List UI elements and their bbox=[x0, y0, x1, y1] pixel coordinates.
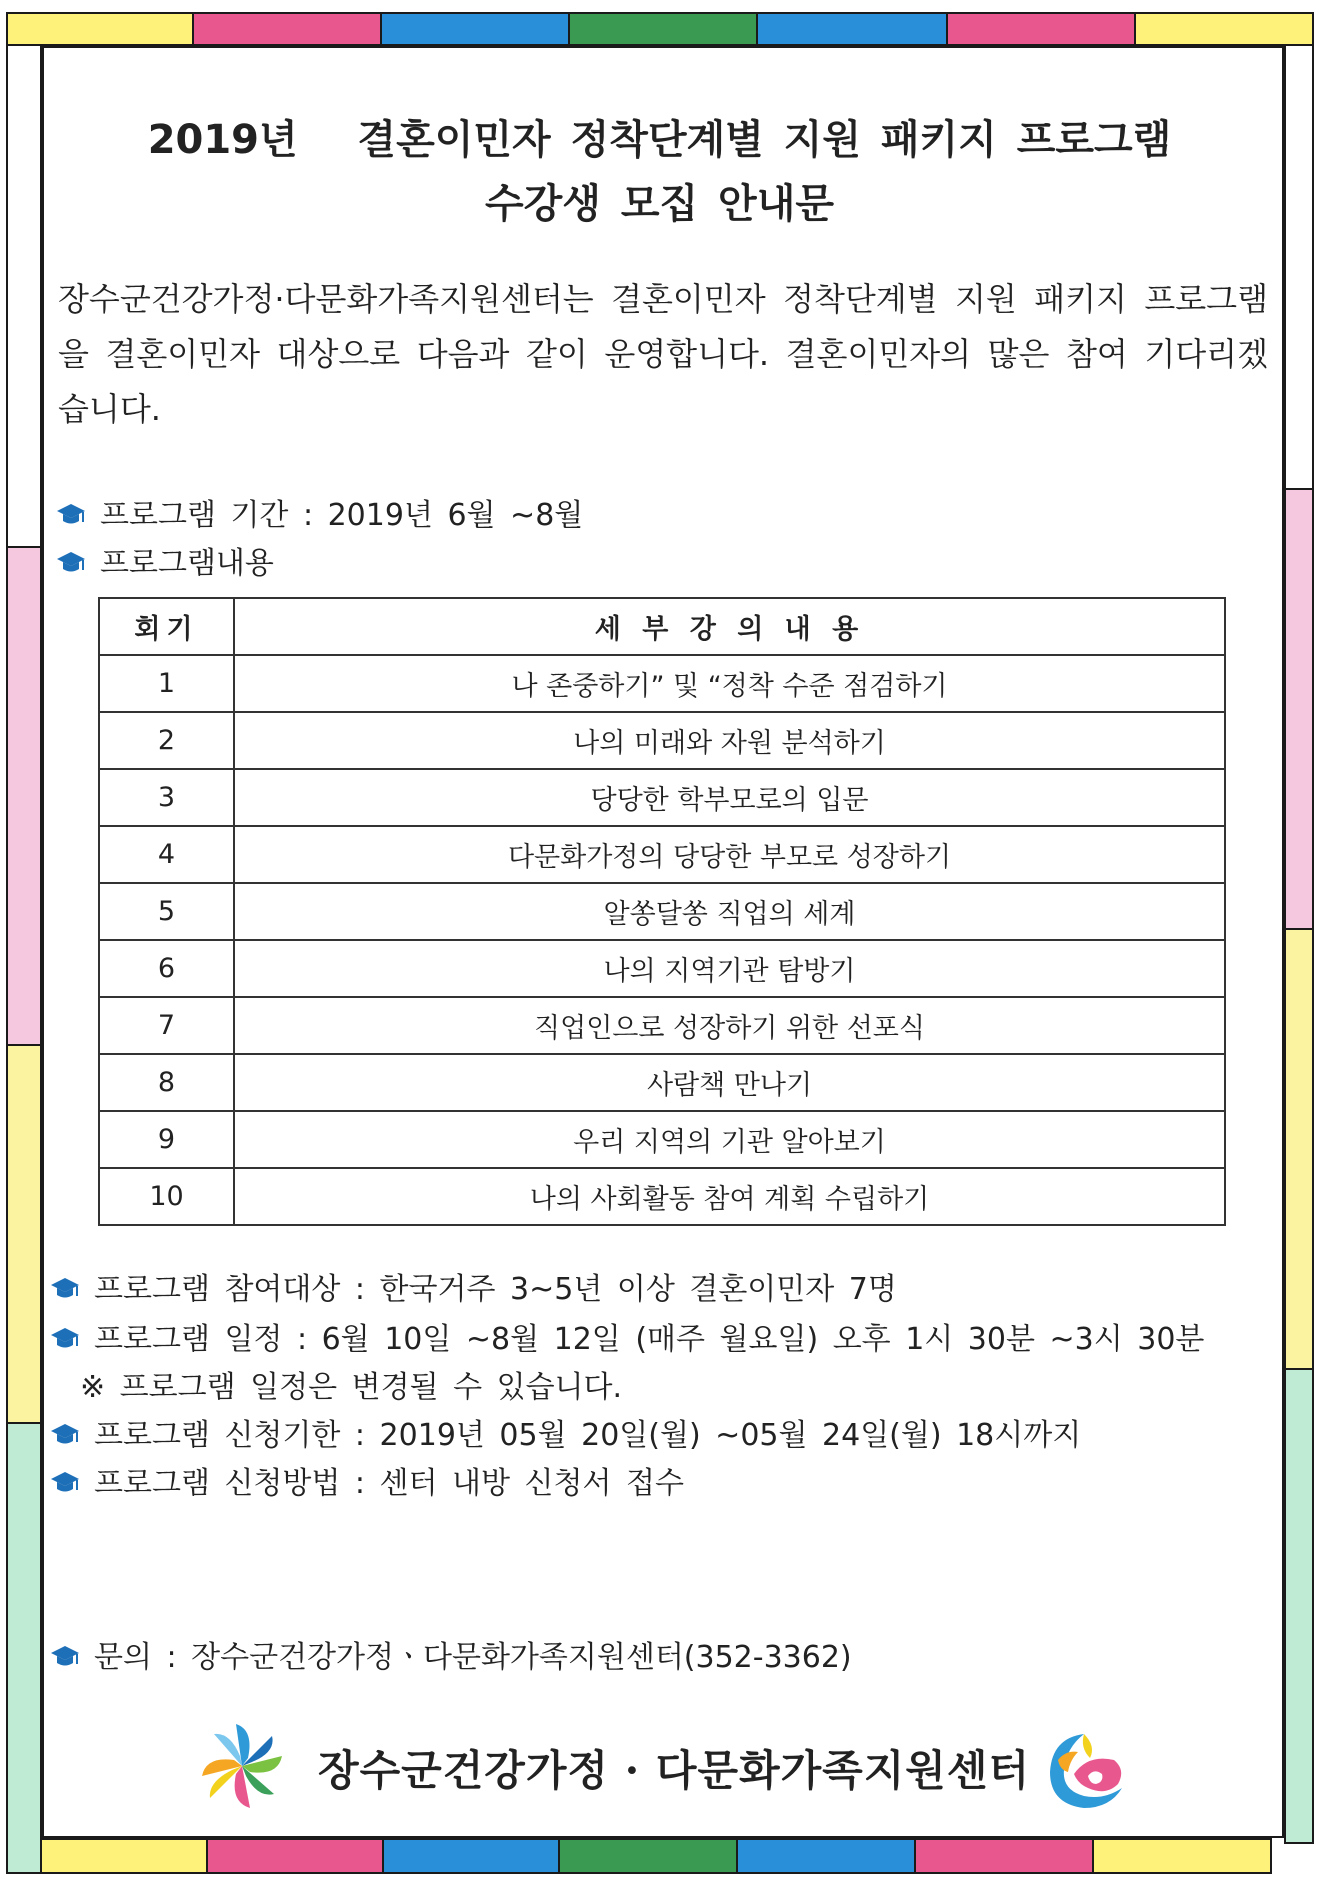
session-number: 3 bbox=[99, 769, 234, 826]
session-content: 나의 지역기관 탐방기 bbox=[234, 940, 1225, 997]
session-table bbox=[98, 597, 1226, 1226]
frame-bottom-blue bbox=[382, 1838, 560, 1874]
session-content: 나의 미래와 자원 분석하기 bbox=[234, 712, 1225, 769]
table-row bbox=[99, 883, 1225, 940]
graduation-cap-icon bbox=[50, 1276, 80, 1302]
session-number: 1 bbox=[99, 655, 234, 712]
frame-bottom-blue-2 bbox=[736, 1838, 916, 1874]
frame-top-yellow-2 bbox=[1134, 12, 1314, 46]
session-number: 7 bbox=[99, 997, 234, 1054]
frame-left-pink bbox=[6, 546, 42, 1046]
page-title-line2: 수강생 모집 안내문 bbox=[485, 181, 834, 227]
frame-top-pink-2 bbox=[946, 12, 1136, 46]
header-session: 회기 bbox=[99, 598, 234, 655]
session-number: 5 bbox=[99, 883, 234, 940]
deadline-line bbox=[50, 1410, 1081, 1454]
table-row bbox=[99, 1054, 1225, 1111]
frame-right-yellow bbox=[1284, 928, 1314, 1370]
target-line bbox=[50, 1264, 897, 1308]
method-text: 프로그램 신청방법 : 센터 내방 신청서 접수 bbox=[94, 1466, 684, 1501]
graduation-cap-icon bbox=[56, 550, 86, 576]
period-text: 프로그램 기간 : 2019년 6월 ~8월 bbox=[100, 498, 584, 533]
contact-line bbox=[50, 1632, 852, 1676]
session-content: 나 존중하기” 및 “정착 수준 점검하기 bbox=[234, 655, 1225, 712]
frame-bottom-yellow-2 bbox=[1092, 1838, 1272, 1874]
pinwheel-logo-icon bbox=[196, 1720, 288, 1812]
session-number: 8 bbox=[99, 1054, 234, 1111]
intro-paragraph: 장수군건강가정·다문화가족지원센터는 결혼이민자 정착단계별 지원 패키지 프로그램을 결혼이민자 대상으로 다음과 같이 운영합니다. 결혼이민자의 많은 참여 기다리겠습니다. bbox=[58, 280, 1268, 428]
frame-bottom-green bbox=[558, 1838, 738, 1874]
session-number: 4 bbox=[99, 826, 234, 883]
table-row bbox=[99, 997, 1225, 1054]
frame-right-pink bbox=[1284, 488, 1314, 930]
schedule-note: ※ 프로그램 일정은 변경될 수 있습니다. bbox=[80, 1370, 623, 1405]
graduation-cap-icon bbox=[50, 1470, 80, 1496]
table-row bbox=[99, 826, 1225, 883]
frame-top-blue bbox=[380, 12, 570, 46]
content-heading-text: 프로그램내용 bbox=[100, 546, 274, 581]
schedule-text: 프로그램 일정 : 6월 10일 ~8월 12일 (매주 월요일) 오후 1시 30분 ~3시 30분 bbox=[94, 1322, 1205, 1357]
table-row bbox=[99, 1168, 1225, 1225]
frame-top-yellow bbox=[6, 12, 194, 46]
table-row bbox=[99, 655, 1225, 712]
table-row bbox=[99, 769, 1225, 826]
session-content: 사람책 만나기 bbox=[234, 1054, 1225, 1111]
center-logo-icon bbox=[1044, 1730, 1130, 1812]
deadline-text: 프로그램 신청기한 : 2019년 05월 20일(월) ~05월 24일(월) 18시까지 bbox=[94, 1418, 1082, 1453]
frame-bottom-yellow bbox=[28, 1838, 208, 1874]
session-content: 직업인으로 성장하기 위한 선포식 bbox=[234, 997, 1225, 1054]
frame-bottom-pink bbox=[206, 1838, 384, 1874]
content-heading-line bbox=[56, 538, 274, 582]
table-header-row bbox=[99, 598, 1225, 655]
table-row bbox=[99, 1111, 1225, 1168]
page-title-line1: 2019년 결혼이민자 정착단계별 지원 패키지 프로그램 bbox=[147, 117, 1172, 163]
table-row bbox=[99, 712, 1225, 769]
session-content: 알쏭달쏭 직업의 세계 bbox=[234, 883, 1225, 940]
frame-top-pink bbox=[192, 12, 382, 46]
frame-left-yellow bbox=[6, 1044, 42, 1424]
session-content: 우리 지역의 기관 알아보기 bbox=[234, 1111, 1225, 1168]
session-content: 나의 사회활동 참여 계획 수립하기 bbox=[234, 1168, 1225, 1225]
frame-left-mint bbox=[6, 1422, 42, 1874]
session-number: 6 bbox=[99, 940, 234, 997]
session-content: 다문화가정의 당당한 부모로 성장하기 bbox=[234, 826, 1225, 883]
target-text: 프로그램 참여대상 : 한국거주 3~5년 이상 결혼이민자 7명 bbox=[94, 1272, 897, 1307]
graduation-cap-icon bbox=[56, 502, 86, 528]
graduation-cap-icon bbox=[50, 1326, 80, 1352]
graduation-cap-icon bbox=[50, 1644, 80, 1670]
method-line bbox=[50, 1458, 684, 1502]
session-number: 10 bbox=[99, 1168, 234, 1225]
schedule-line bbox=[50, 1314, 1204, 1358]
frame-top-blue-2 bbox=[756, 12, 948, 46]
header-content: 세 부 강 의 내 용 bbox=[234, 598, 1225, 655]
frame-top-green bbox=[568, 12, 758, 46]
frame-right-mint bbox=[1284, 1368, 1314, 1844]
session-content: 당당한 학부모로의 입문 bbox=[234, 769, 1225, 826]
graduation-cap-icon bbox=[50, 1422, 80, 1448]
session-number: 9 bbox=[99, 1111, 234, 1168]
table-row bbox=[99, 940, 1225, 997]
organization-name: 장수군건강가정 · 다문화가족지원센터 bbox=[318, 1746, 1031, 1795]
contact-text: 문의 : 장수군건강가정ㆍ다문화가족지원센터(352-3362) bbox=[94, 1640, 852, 1675]
session-number: 2 bbox=[99, 712, 234, 769]
period-line bbox=[56, 490, 583, 534]
frame-bottom-pink-2 bbox=[914, 1838, 1094, 1874]
